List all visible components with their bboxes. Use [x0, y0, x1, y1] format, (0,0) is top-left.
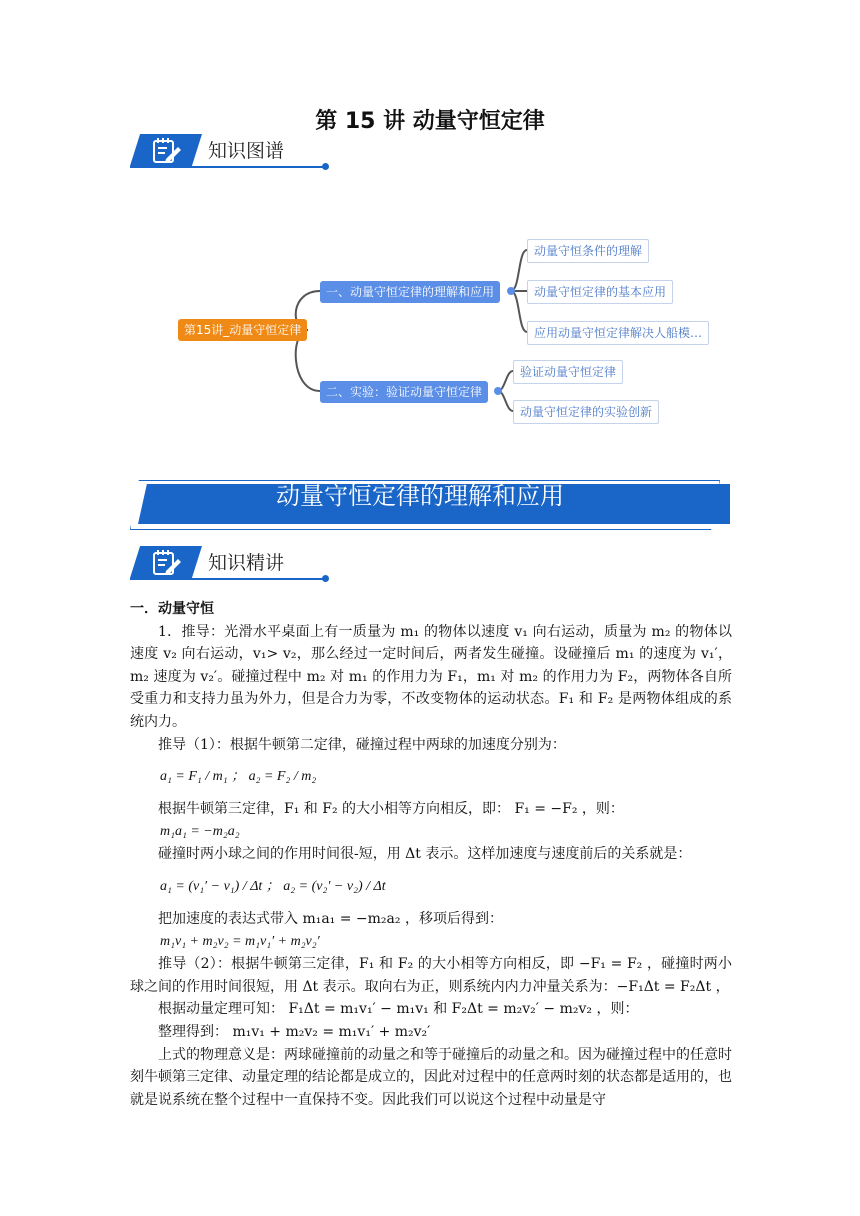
- banner-title: 动量守恒定律的理解和应用: [276, 482, 564, 510]
- body-text: [130, 598, 732, 1111]
- section-header-knowledge-explain: [130, 546, 330, 582]
- paragraph: 推导（1）：根据牛顿第二定律，碰撞过程中两球的加速度分别为：: [158, 736, 566, 753]
- section-banner: [130, 480, 730, 530]
- equation: a₁ = (v₁′ − v₁) / Δt ； a₂ = (v₂′ − v₂) / Δt: [160, 878, 386, 894]
- section-label: 知识图谱: [208, 140, 285, 162]
- mindmap-leaf: 动量守恒定律的基本应用: [527, 280, 673, 304]
- mindmap-leaf: 动量守恒定律的实验创新: [513, 400, 659, 424]
- paragraph: 上式的物理意义是：两球碰撞前的动量之和等于碰撞后的动量之和。因为碰撞过程中的任意时刻牛顿第三定律、动量定理的结论都是成立的，因此对过程中的任意两时刻的状态都是适用的，也就是说系统在整个过程中一直保持不变。因此我们可以说这个过程中动量是守: [130, 1046, 732, 1108]
- mindmap-leaf: 验证动量守恒定律: [513, 360, 623, 384]
- notepad-pencil-icon: [152, 550, 182, 576]
- mindmap-branch-1: 一、动量守恒定律的理解和应用: [320, 281, 500, 303]
- paragraph: 推导（2）：根据牛顿第三定律，F₁ 和 F₂ 的大小相等方向相反，即 −F₁ = F₂ ，碰撞时两小球之间的作用时间很短，用 Δt 表示。取向右为正，则系统内内力冲量关系为：−F₁Δt = F₂Δt ，: [130, 956, 732, 995]
- mindmap-root: 第15讲_动量守恒定律: [178, 319, 307, 341]
- paragraph: 根据牛顿第三定律，F₁ 和 F₂ 的大小相等方向相反，即： F₁ = −F₂ ，则：: [158, 801, 624, 818]
- equation: m₁v₁ + m₂v₂ = m₁v₁′ + m₂v₂′: [160, 933, 320, 949]
- equation: m₁a₁ = −m₂a₂: [160, 823, 240, 839]
- mindmap-leaf: 动量守恒条件的理解: [527, 239, 649, 263]
- paragraph: 把加速度的表达式带入 m₁a₁ = −m₂a₂ ，移项后得到：: [158, 910, 503, 927]
- mindmap-branch-2: 二、实验：验证动量守恒定律: [320, 381, 488, 403]
- paragraph: 整理得到： m₁v₁ + m₂v₂ = m₁v₁′ + m₂v₂′: [158, 1023, 431, 1040]
- equation: a₁ = F₁ / m₁ ； a₂ = F₂ / m₂: [160, 769, 317, 785]
- mindmap-leaf: 应用动量守恒定律解决人船模…: [527, 321, 709, 345]
- section-label: 知识精讲: [208, 552, 285, 574]
- paragraph: 根据动量定理可知： F₁Δt = m₁v₁′ − m₁v₁ 和 F₂Δt = m₂v₂′ − m₂v₂ ，则：: [158, 1001, 639, 1018]
- paragraph: 1．推导：光滑水平桌面上有一质量为 m₁ 的物体以速度 v₁ 向右运动，质量为 m₂ 的物体以速度 v₂ 向右运动，v₁> v₂，那么经过一定时间后，两者发生碰撞。设碰撞后 m₁ 的速度为 v₁′，m₂ 速度为 v₂′。碰撞过程中 m₂ 对 m₁ 的作用力为 F₁，m₁ 对 m₂ 的作用力为 F₂，两物体各自所受重力和支持力虽为外力，但是合力为零，不改变物体的运动状态。F₁ 和 F₂ 是两物体组成的系统内力。: [130, 623, 732, 730]
- paragraph: 碰撞时两小球之间的作用时间很-短，用 Δt 表示。这样加速度与速度前后的关系就是：: [158, 846, 692, 863]
- page-title: 第 15 讲 动量守恒定律: [315, 109, 545, 134]
- content-heading: 一．动量守恒: [130, 601, 214, 617]
